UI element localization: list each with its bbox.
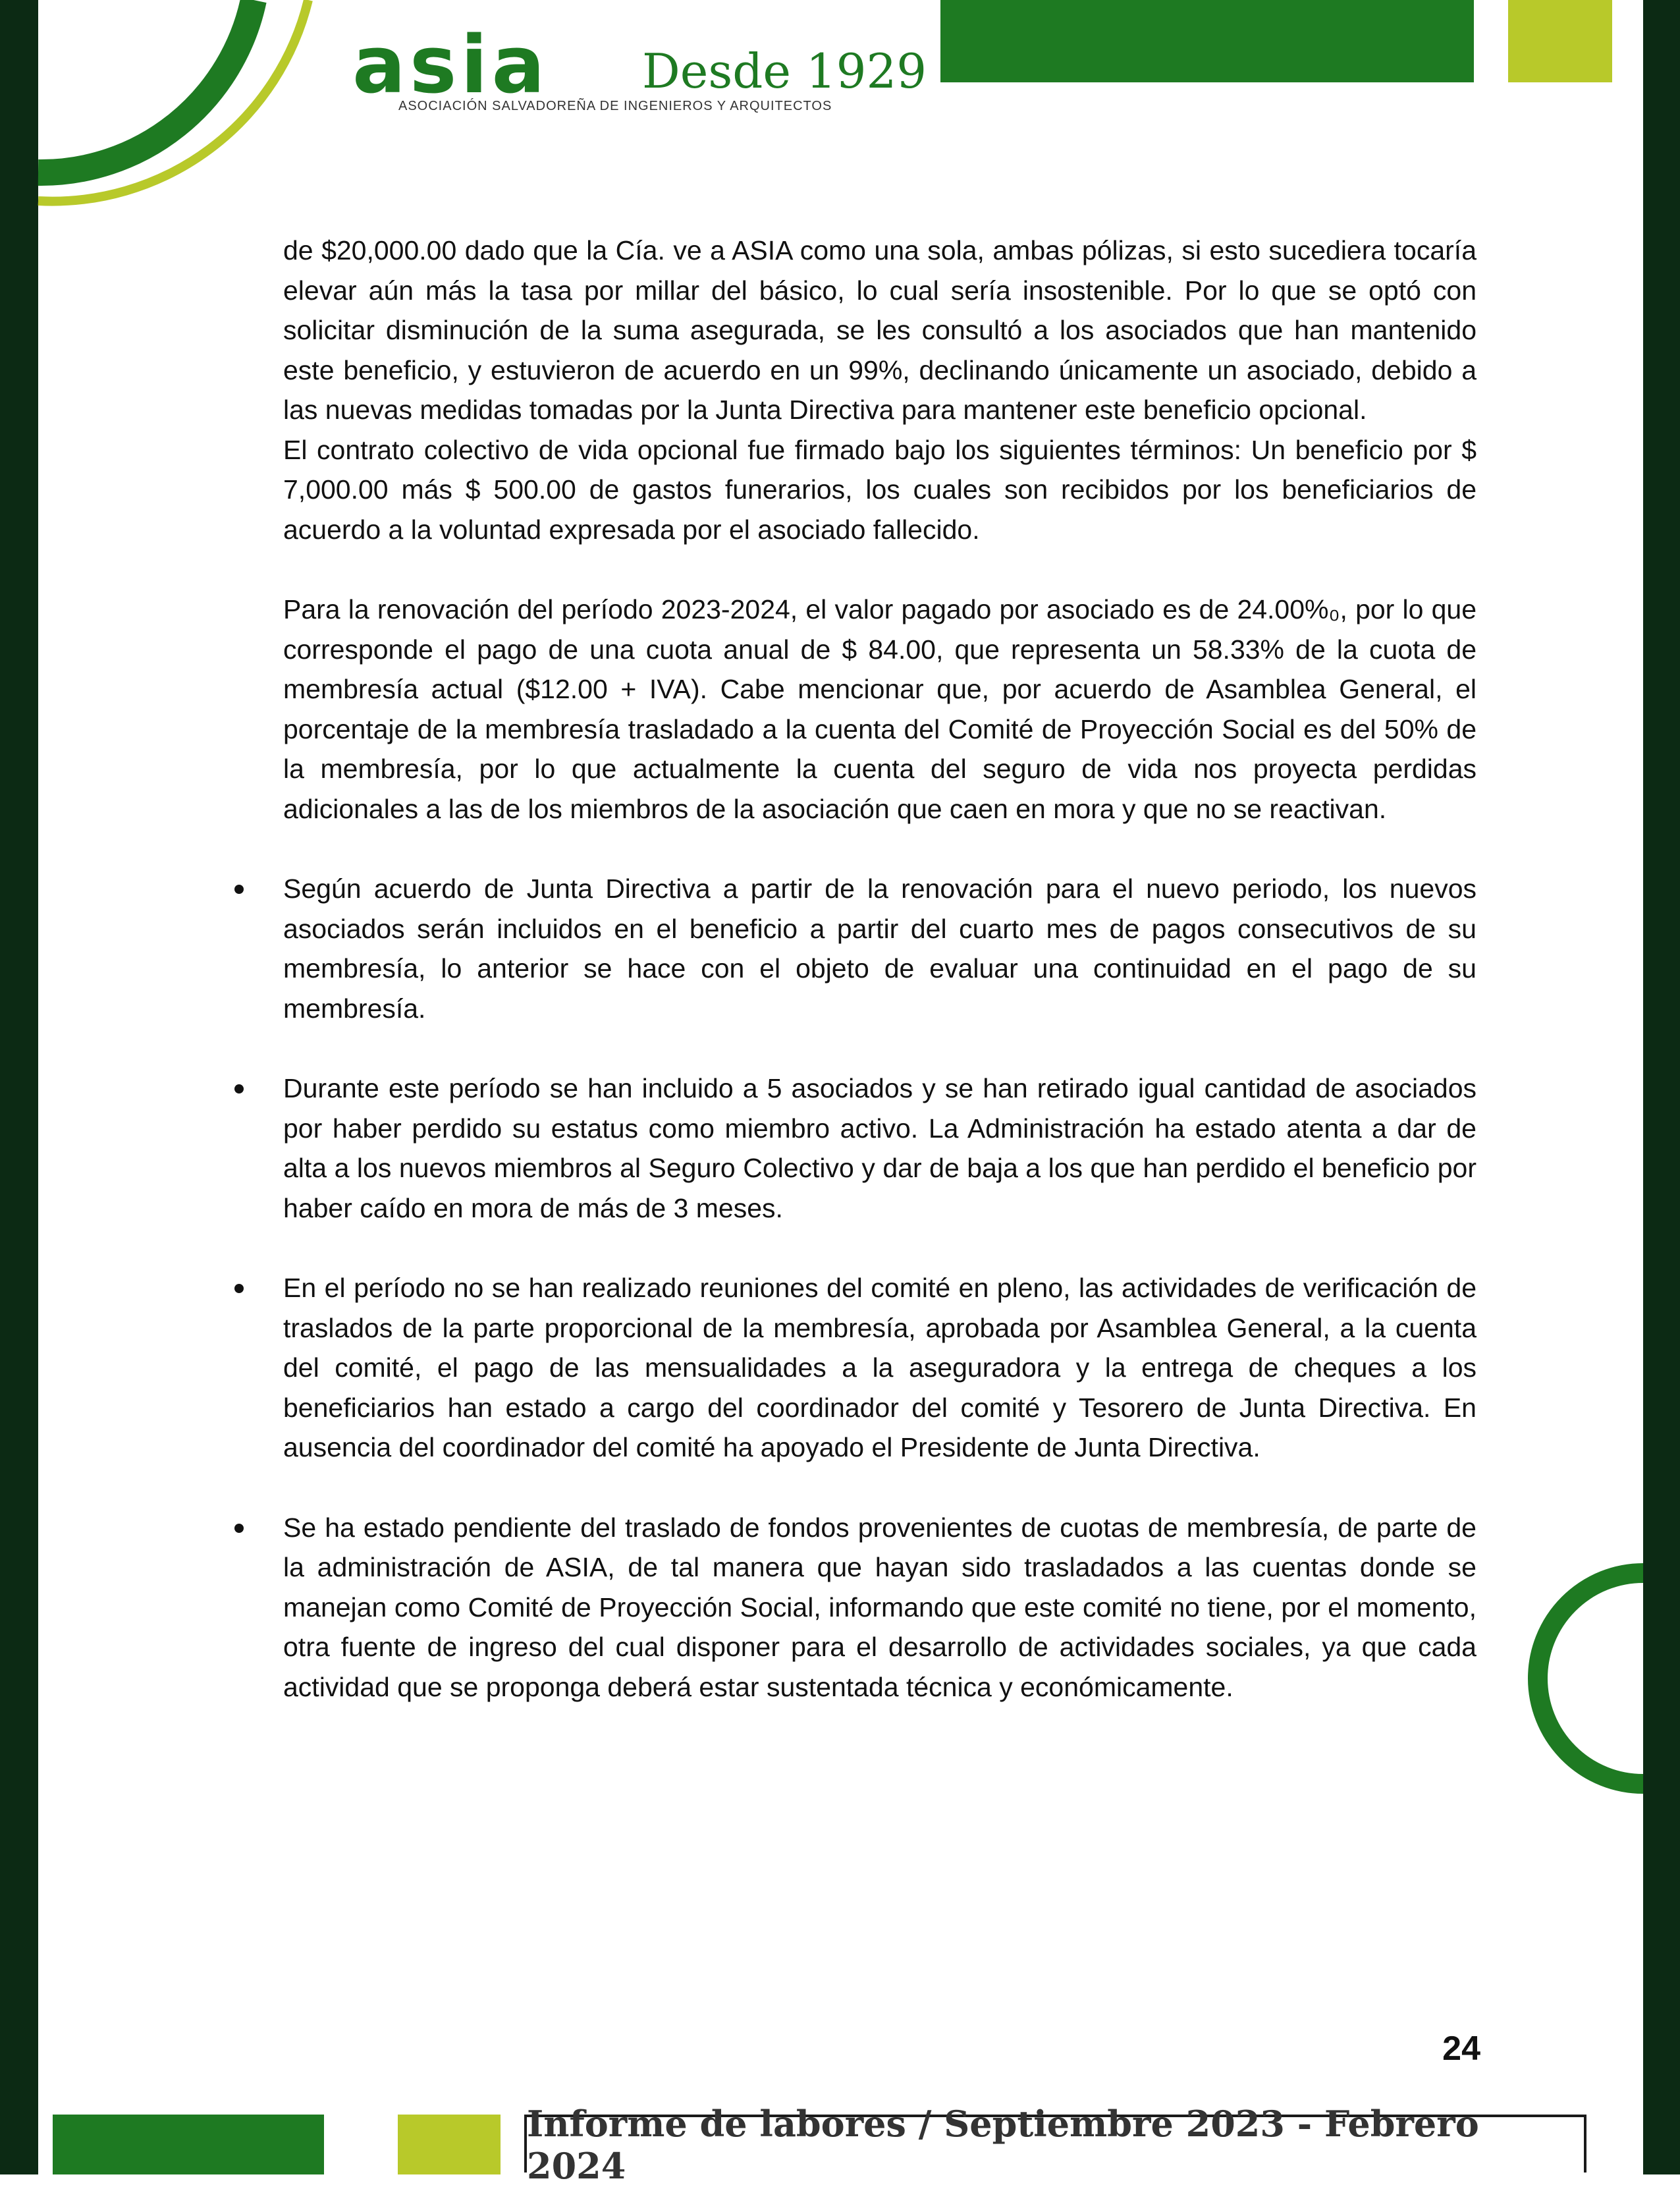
- bullet-icon: [234, 1084, 244, 1094]
- paragraph-gap: [283, 829, 1477, 869]
- header-bar-lime: [1508, 0, 1612, 82]
- top-left-arc-inner: [38, 0, 254, 173]
- paragraph: Para la renovación del período 2023-2024, el valor pagado por asociado es de 24.00%₀, por lo que corresponde el pago de una cuota anual de $ 84.00, que representa un 58.33% de la cuota de membresía actual ($12.00 + IVA). Cabe mencionar que, por acuerdo de Asamblea General, el porcentaje de la membresía trasladado a la cuenta del Comité de Proyección Social es del 50% de la membresía, por lo que actualmente la cuenta del seguro de vida nos proyecta perdidas adicionales a las de los miembros de la asociación que caen en mora y que no se reactivan.: [283, 594, 1477, 824]
- logo-subtitle: ASOCIACIÓN SALVADOREÑA DE INGENIEROS Y ARQUITECTOS: [398, 99, 832, 113]
- list-item-text: Se ha estado pendiente del traslado de fondos provenientes de cuotas de membresía, de parte de la administración de ASIA, de tal manera que hayan sido trasladados a las cuentas donde se manejan como Comité de Proyección Social, informando que este comité no tiene, por el momento, otra fuente de ingreso del cual disponer para el desarrollo de actividades sociales, ya que cada actividad que se proponga deberá estar sustentada técnica y económicamente.: [283, 1512, 1477, 1702]
- list-item: [283, 1068, 1477, 1228]
- list-item-text: En el período no se han realizado reuniones del comité en pleno, las actividades de verificación de traslados de la parte proporcional de la membresía, aprobada por Asamblea General, a la cuenta del comité, el pago de las mensualidades a la aseguradora y la entrega de cheques a los beneficiarios han estado a cargo del coordinador del comité y Tesorero de Junta Directiva. En ausencia del coordinador del comité ha apoyado el Presidente de Junta Directiva.: [283, 1273, 1477, 1462]
- list-item: [283, 1508, 1477, 1707]
- document-body: [283, 231, 1477, 1747]
- right-arc: [1538, 1573, 1643, 1784]
- paragraph-gap: [283, 549, 1477, 590]
- list-item-text: Durante este período se han incluido a 5 asociados y se han retirado igual cantidad de asociados por haber perdido su estatus como miembro activo. La Administración ha estado atenta a dar de alta a los nuevos miembros al Seguro Colectivo y dar de baja a los que han perdido el beneficio por haber caído en mora de más de 3 meses.: [283, 1073, 1477, 1223]
- list-item: [283, 869, 1477, 1028]
- asia-logo: [352, 20, 927, 125]
- logo-word: asia: [352, 20, 549, 111]
- footer-title-box: [524, 2103, 1586, 2187]
- paragraph: El contrato colectivo de vida opcional fue firmado bajo los siguientes términos: Un beneficio por $ 7,000.00 más $ 500.00 de gastos funerarios, los cuales son recibidos por los beneficiarios de acuerdo a la voluntad expresada por el asociado fallecido.: [283, 434, 1477, 545]
- list-item-text: Según acuerdo de Junta Directiva a partir de la renovación para el nuevo periodo, los nuevos asociados serán incluidos en el beneficio a partir del cuarto mes de pagos consecutivos de su membresía, lo anterior se hace con el objeto de evaluar una continuidad en el pago de su membresía.: [283, 873, 1477, 1024]
- footer-bar-green: [53, 2115, 324, 2174]
- logo-since: Desde 1929: [642, 43, 927, 99]
- list-item: [283, 1268, 1477, 1468]
- bullet-icon: [234, 1284, 244, 1293]
- footer-bar-lime: [398, 2115, 501, 2174]
- bullet-list: [283, 869, 1477, 1707]
- page-number: 24: [1442, 2030, 1480, 2068]
- paragraph: de $20,000.00 dado que la Cía. ve a ASIA como una sola, ambas pólizas, si esto sucediera tocaría elevar aún más la tasa por millar del básico, lo cual sería insostenible. Por lo que se optó con solicitar disminución de la suma asegurada, se les consultó a los asociados que han mantenido este beneficio, y estuvieron de acuerdo en un 99%, declinando únicamente un asociado, debido a las nuevas medidas tomadas por la Junta Directiva para mantener este beneficio opcional.: [283, 235, 1477, 425]
- report-title: Informe de labores / Septiembre 2023 - Febrero 2024: [527, 2103, 1479, 2187]
- bullet-icon: [234, 1524, 244, 1533]
- header-bar-green: [940, 0, 1474, 82]
- bullet-icon: [234, 885, 244, 894]
